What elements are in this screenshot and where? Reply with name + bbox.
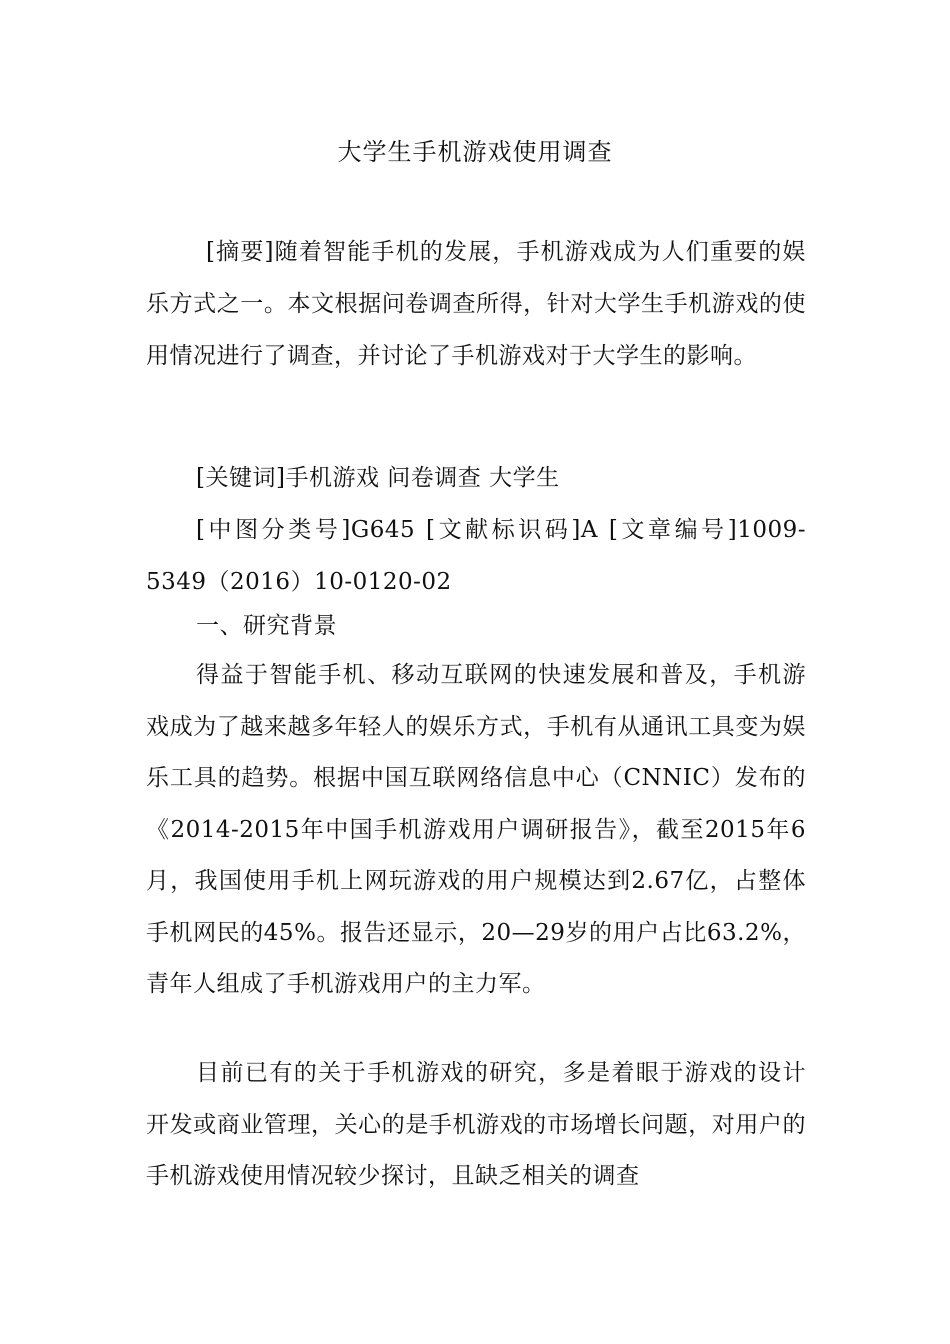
document-title: 大学生手机游戏使用调查 — [337, 138, 613, 166]
keywords-line: [关键词]手机游戏 问卷调查 大学生 — [196, 465, 560, 491]
section-heading: 一、研究背景 — [196, 613, 337, 639]
abstract-paragraph: [摘要]随着智能手机的发展，手机游戏成为人们重要的娱乐方式之一。本文根据问卷调查所得，针对大学生手机游戏的使用情况进行了调查，并讨论了手机游戏对于大学生的影响。 — [146, 239, 806, 369]
body-paragraph-1: 得益于智能手机、移动互联网的快速发展和普及，手机游戏成为了越来越多年轻人的娱乐方式，手机有从通讯工具变为娱乐工具的趋势。根据中国互联网络信息中心（CNNIC）发布的《2014-2015年中国手机游戏用户调研报告》，截至2015年6月，我国使用手机上网玩游戏的用户规模达到2.67亿，占整体手机网民的45%。报告还显示，20—29岁的用户占比63.2%，青年人组成了手机游戏用户的主力军。 — [146, 662, 806, 997]
body-paragraph-2: 目前已有的关于手机游戏的研究，多是着眼于游戏的设计开发或商业管理，关心的是手机游戏的市场增长问题，对用户的手机游戏使用情况较少探讨，且缺乏相关的调查 — [146, 1060, 806, 1189]
classification-line: [中图分类号]G645 [文献标识码]A [文章编号]1009-5349（2016）10-0120-02 — [146, 517, 806, 595]
